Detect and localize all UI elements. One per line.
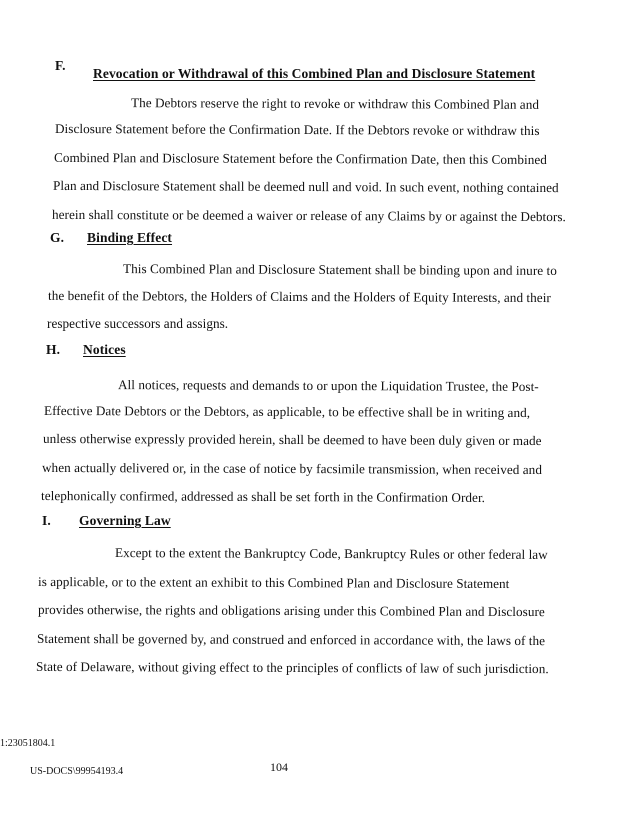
page-number: 104 [270, 760, 288, 774]
paragraph-line: This Combined Plan and Disclosure Statement shall be binding upon and inure to [122, 261, 557, 278]
paragraph-line: is applicable, or to the extent an exhibit to this Combined Plan and Disclosure Statement [37, 573, 510, 592]
section-title: Revocation or Withdrawal of this Combined Plan and Disclosure Statement [93, 66, 536, 81]
paragraph-line: Combined Plan and Disclosure Statement before the Confirmation Date, then this Combined [53, 149, 547, 168]
section-letter: H. [46, 342, 61, 357]
section-letter: G. [50, 230, 65, 245]
section-title: Binding Effect [87, 230, 173, 245]
section-title: Governing Law [79, 513, 171, 528]
paragraph-line: State of Delaware, without giving effect to the principles of conflicts of law of such jurisdiction. [35, 658, 549, 677]
section-heading-i [42, 513, 171, 529]
document-id-top: 1:23051804.1 [0, 738, 56, 749]
paragraph-line: provides otherwise, the rights and obligations arising under this Combined Plan and Disclosure [37, 601, 545, 620]
paragraph-line: Plan and Disclosure Statement shall be deemed null and void. In such event, nothing contained [52, 177, 559, 196]
paragraph-line: the benefit of the Debtors, the Holders of Claims and the Holders of Equity Interests, and their [47, 287, 551, 306]
paragraph-line: Except to the extent the Bankruptcy Code, Bankruptcy Rules or other federal law [114, 545, 548, 562]
paragraph-line: The Debtors reserve the right to revoke or withdraw this Combined Plan and [130, 95, 540, 112]
paragraph-line: Statement shall be governed by, and construed and enforced in accordance with, the laws of the [36, 630, 546, 649]
paragraph-line: when actually delivered or, in the case of notice by facsimile transmission, when received and [41, 459, 543, 478]
section-heading-f [55, 58, 536, 81]
paragraph-line: Effective Date Debtors or the Debtors, as applicable, to be effective shall be in writing and, [43, 402, 531, 421]
section-letter: I. [42, 513, 51, 528]
paragraph-line: herein shall constitute or be deemed a waiver or release of any Claims by or against the Debtors. [51, 206, 566, 225]
paragraph-line: All notices, requests and demands to or upon the Liquidation Trustee, the Post- [117, 377, 539, 394]
paragraph-line: unless otherwise expressly provided herein, shall be deemed to have been duly given or made [42, 430, 542, 449]
section-heading-h [46, 342, 126, 358]
section-letter: F. [55, 58, 66, 73]
paragraph-line: telephonically confirmed, addressed as shall be set forth in the Confirmation Order. [40, 488, 486, 505]
paragraph-line: respective successors and assigns. [47, 316, 229, 331]
paragraph-line: Disclosure Statement before the Confirmation Date. If the Debtors revoke or withdraw this [54, 120, 540, 139]
document-id-bottom: US-DOCS\99954193.4 [30, 766, 124, 777]
section-title: Notices [83, 342, 126, 357]
section-heading-g [50, 230, 173, 246]
